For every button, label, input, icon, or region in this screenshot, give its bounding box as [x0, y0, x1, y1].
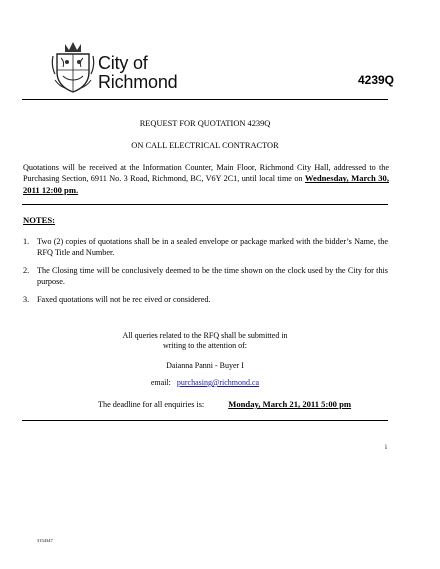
note-text: The Closing time will be conclusively deemed to be the time shown on the clock used by the City for this purpose. [37, 266, 388, 287]
title-line-2: ON CALL ELECTRICAL CONTRACTOR [131, 141, 279, 150]
enquiry-deadline-label: The deadline for all enquiries is: [98, 400, 205, 409]
note-number: 2. [23, 266, 30, 275]
note-text: Two (2) copies of quotations shall be in a sealed envelope or package marked with the bidder’s Name, the RFQ Title and Number. [37, 237, 388, 258]
note-number: 1. [23, 237, 30, 246]
enquiry-deadline: Monday, March 21, 2011 5:00 pm [228, 399, 352, 409]
page-marker: i [385, 443, 387, 451]
queries-line-2: writing to the attention of: [163, 341, 247, 350]
email-link[interactable]: purchasing@richmond.ca [176, 378, 260, 387]
buyer-contact: Daianna Panni - Buyer I [166, 361, 244, 370]
notes-heading: NOTES: [23, 215, 55, 225]
queries-line-1: All queries related to the RFQ shall be submitted in [122, 331, 288, 340]
footer-divider [22, 420, 388, 421]
email-label: email: [150, 378, 171, 387]
header-divider [22, 99, 388, 100]
enquiry-deadline-line [98, 399, 351, 409]
title-line-1: REQUEST FOR QUOTATION 4239Q [139, 119, 271, 128]
note-number: 3. [23, 295, 30, 304]
logo-richmond: Richmond [98, 72, 178, 92]
logo-city-of: City of [98, 53, 148, 73]
document-id: 3154347 [37, 538, 53, 543]
intro-divider [22, 204, 388, 205]
city-of-richmond-logo [51, 40, 181, 96]
intro-paragraph [23, 162, 389, 196]
document-number: 4239Q [357, 73, 394, 87]
intro-text: Quotations will be received at the Information Counter, Main Floor, Richmond City Hall, addressed to the Purchasing Section, 6911 No. 3 Road, Richmond, BC, V6Y 2C1, until local time on [23, 163, 389, 184]
email-line [22, 378, 388, 387]
coat-of-arms-icon [51, 40, 95, 94]
note-text: Faxed quotations will not be rec eived or considered. [37, 295, 211, 304]
closing-deadline: Wednesday, March 30, 2011 12:00 pm. [23, 173, 389, 195]
